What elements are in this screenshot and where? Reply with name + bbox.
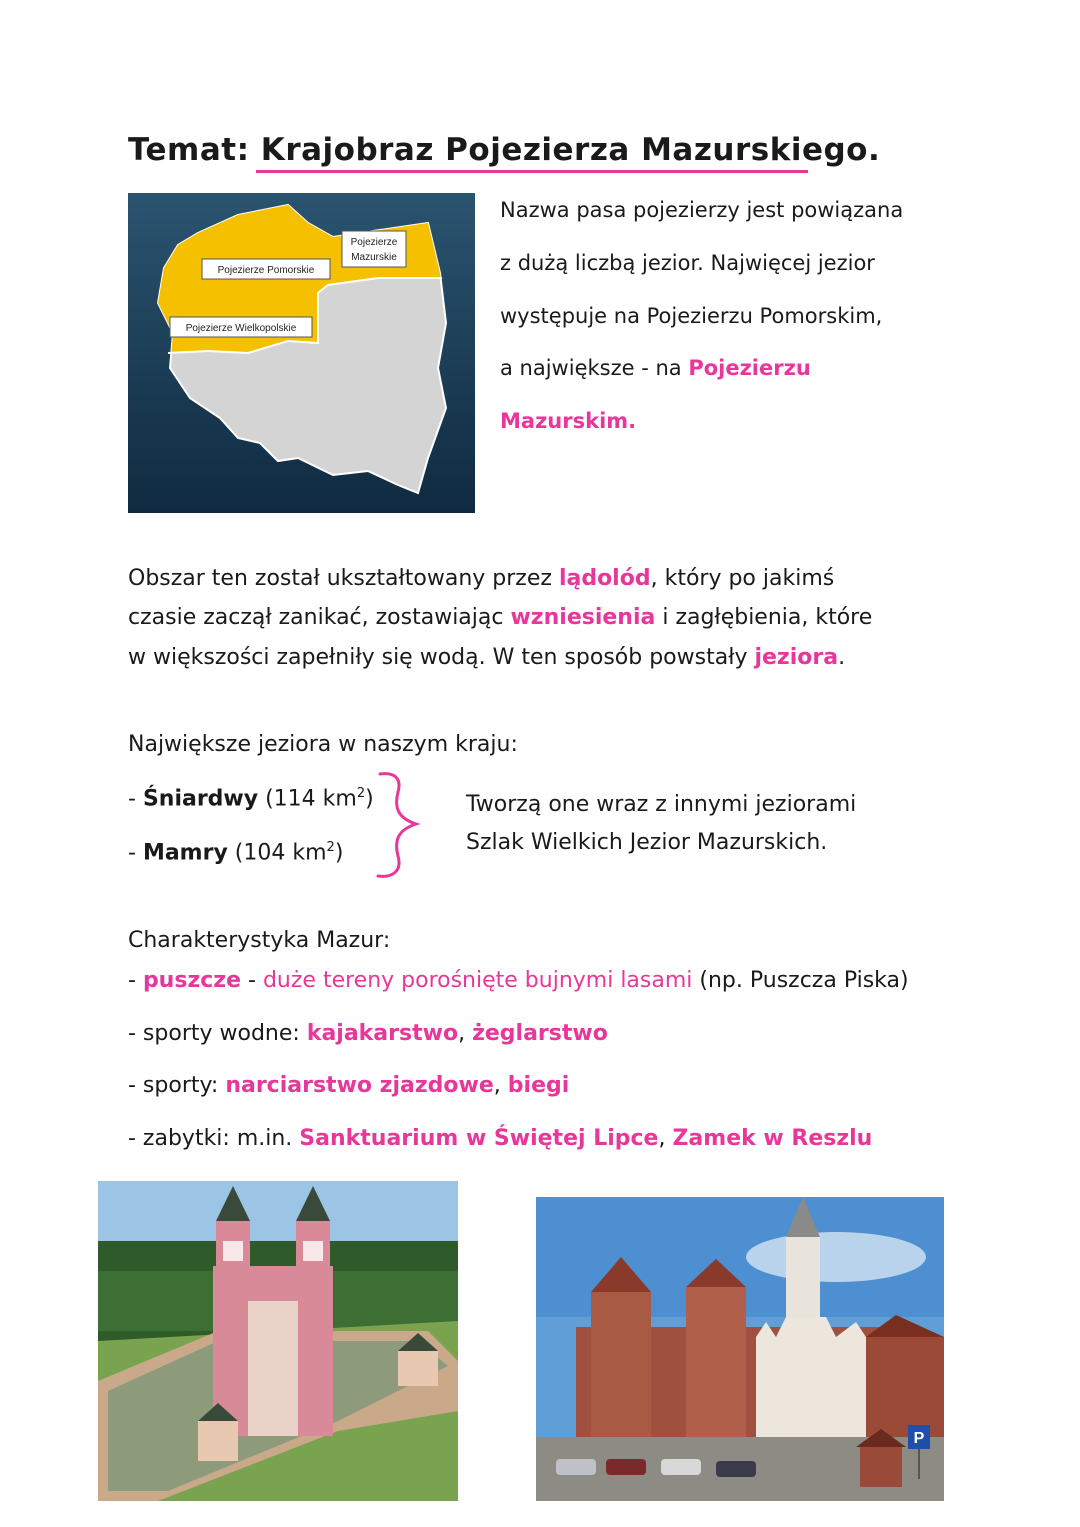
- lake-area: (104 km: [227, 840, 327, 866]
- paragraph-text: czasie zaczął zanikać, zostawiając: [128, 605, 511, 630]
- intro-line-3: występuje na Pojezierzu Pomorskim,: [500, 304, 883, 328]
- svg-text:Pojezierze Pomorskie: Pojezierze Pomorskie: [217, 265, 315, 276]
- highlight-wzniesienia: wzniesienia: [510, 605, 656, 630]
- char-sep: ,: [458, 1021, 473, 1046]
- lake-dash: -: [128, 786, 143, 812]
- label-pomorskie: [202, 259, 330, 279]
- title-prefix: Temat:: [128, 132, 261, 168]
- char-label: - zabytki: m.in.: [128, 1126, 300, 1151]
- label-mazurskie: [342, 231, 406, 267]
- lake-area-sup: 2: [326, 840, 335, 855]
- highlight-jeziora: jeziora: [754, 645, 839, 670]
- parking-sign-label: P: [913, 1430, 925, 1447]
- paragraph-text: w większości zapełniły się wodą. W ten sposób powstały: [128, 645, 755, 670]
- page-title: [128, 132, 880, 168]
- char-dash: -: [128, 968, 143, 993]
- intro-line-5-end: .: [628, 409, 637, 433]
- char-sports: [128, 1073, 569, 1098]
- paragraph-text: Obszar ten został ukształtowany przez: [128, 566, 559, 591]
- char-label: - sporty:: [128, 1073, 226, 1098]
- term-puszcze: puszcze: [142, 968, 242, 993]
- term-zamek: Zamek w Reszlu: [672, 1126, 873, 1151]
- svg-text:Pojezierze Wielkopolskie: Pojezierze Wielkopolskie: [185, 323, 297, 334]
- title-underline: [256, 170, 808, 173]
- lake-name: Śniardwy: [142, 786, 259, 812]
- lake-area-sup: 2: [356, 786, 366, 801]
- lakes-heading: Największe jeziora w naszym kraju:: [128, 732, 518, 757]
- poland-lakeland-map: [128, 193, 475, 513]
- svg-text:Pojezierze: Pojezierze: [350, 237, 398, 248]
- lake-item-mamry: [128, 840, 343, 865]
- label-wielkopolskie: [170, 317, 312, 337]
- char-label: - sporty wodne:: [128, 1021, 307, 1046]
- castle-photo: [536, 1197, 944, 1501]
- lake-area-close: ): [365, 786, 374, 812]
- curly-brace-icon: [372, 770, 422, 880]
- char-sep: ,: [493, 1073, 508, 1098]
- paragraph-line-1: [128, 566, 834, 591]
- char-monuments: [128, 1126, 872, 1151]
- lake-area-close: ): [334, 840, 344, 866]
- example-puszcza-piska: (np. Puszcza Piska): [692, 968, 909, 993]
- term-biegi: biegi: [507, 1073, 570, 1098]
- intro-line-2: z dużą liczbą jezior. Najwięcej jezior: [500, 251, 875, 275]
- intro-line-5: [500, 409, 636, 433]
- paragraph-text: , który po jakimś: [650, 566, 835, 591]
- paragraph-text: .: [838, 645, 846, 670]
- paragraph-text: i zagłębienia, które: [655, 605, 873, 630]
- paragraph-line-2: [128, 605, 872, 630]
- intro-highlight-mazurskim: Mazurskim: [500, 409, 629, 433]
- char-puszcze: [128, 968, 909, 993]
- highlight-ladolod: lądolód: [558, 566, 651, 591]
- title-topic: Krajobraz Pojezierza Mazurskiego.: [260, 132, 881, 168]
- term-sanktuarium: Sanktuarium w Świętej Lipce: [299, 1126, 659, 1151]
- term-narciarstwo: narciarstwo zjazdowe: [225, 1073, 494, 1098]
- char-water-sports: [128, 1021, 608, 1046]
- lake-dash: -: [128, 840, 143, 866]
- intro-line-1: Nazwa pasa pojezierzy jest powiązana: [500, 198, 904, 222]
- term-kajakarstwo: kajakarstwo: [306, 1021, 459, 1046]
- intro-highlight-pojezierzu: Pojezierzu: [688, 356, 811, 380]
- lake-area: (114 km: [258, 786, 357, 812]
- lake-item-sniardwy: [128, 786, 374, 811]
- intro-line-4: [500, 356, 811, 380]
- char-sep: ,: [658, 1126, 673, 1151]
- paragraph-line-3: [128, 645, 845, 670]
- char-sep: -: [241, 968, 263, 993]
- intro-line-4-text: a największe - na: [500, 356, 689, 380]
- sanctuary-photo: [98, 1181, 458, 1501]
- desc-puszcze: duże tereny porośnięte bujnymi lasami: [262, 968, 693, 993]
- lake-name: Mamry: [142, 840, 228, 866]
- svg-text:Mazurskie: Mazurskie: [351, 252, 397, 263]
- lakes-note-line-1: Tworzą one wraz z innymi jeziorami: [466, 792, 857, 817]
- lakes-note-line-2: Szlak Wielkich Jezior Mazurskich.: [466, 830, 828, 855]
- term-zeglarstwo: żeglarstwo: [472, 1021, 608, 1046]
- characteristics-heading: Charakterystyka Mazur:: [128, 928, 391, 953]
